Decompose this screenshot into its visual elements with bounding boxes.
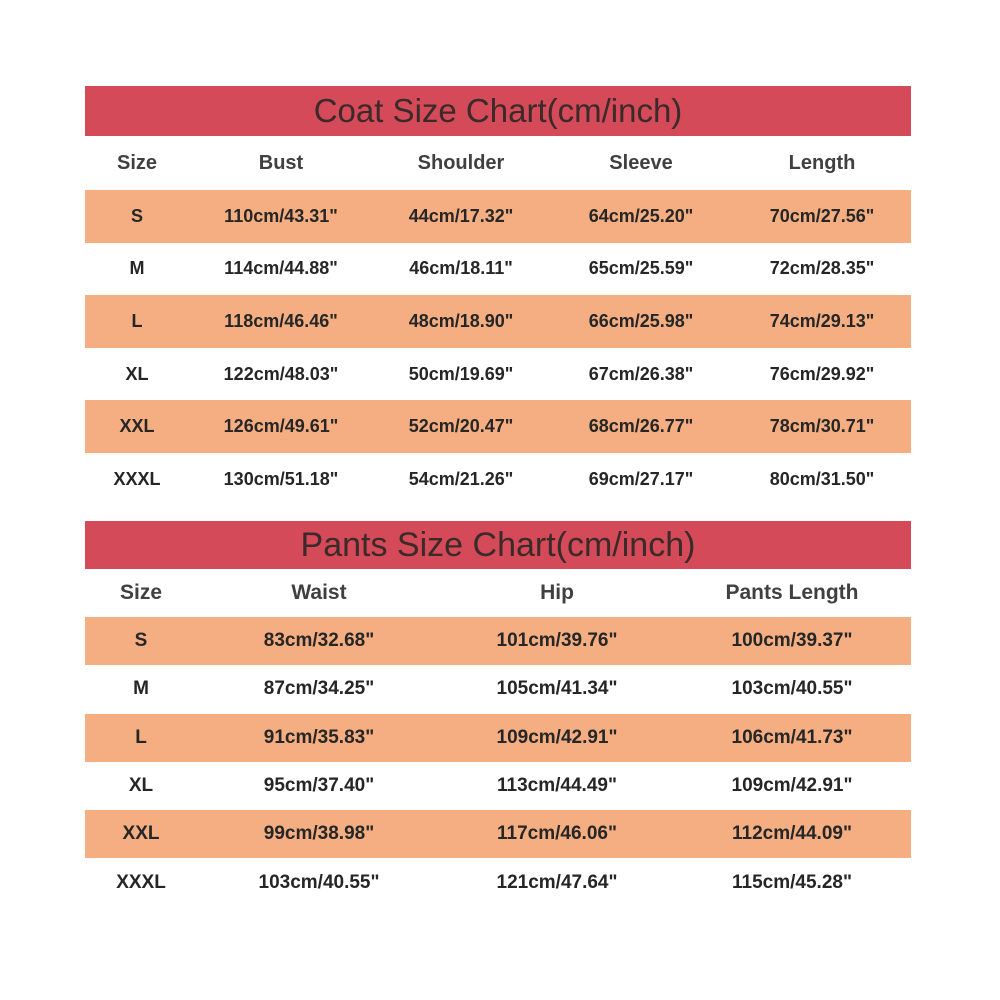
coat-table-cell: 80cm/31.50" bbox=[769, 468, 875, 489]
coat-table-cell: S bbox=[130, 205, 143, 226]
coat-table-cell: 66cm/25.98" bbox=[588, 310, 694, 331]
coat-table-cell: 76cm/29.92" bbox=[769, 363, 875, 384]
coat-table-body bbox=[85, 190, 911, 506]
coat-table-row bbox=[85, 400, 911, 453]
pants-table-cell: 117cm/46.06" bbox=[497, 823, 617, 845]
coat-table-row bbox=[85, 190, 911, 243]
coat-table-cell: 67cm/26.38" bbox=[588, 363, 694, 384]
pants-header-hip: Hip bbox=[540, 581, 574, 604]
pants-table-cell: 91cm/35.83" bbox=[263, 726, 375, 748]
coat-table-cell: 48cm/18.90" bbox=[408, 310, 514, 331]
coat-header-size: Size bbox=[116, 151, 158, 174]
coat-table-cell: 44cm/17.32" bbox=[408, 205, 514, 226]
pants-table-cell: XXXL bbox=[116, 871, 166, 893]
coat-table-cell: 118cm/46.46" bbox=[224, 310, 338, 331]
coat-header-length: Length bbox=[788, 151, 856, 174]
coat-table-cell: 50cm/19.69" bbox=[408, 363, 514, 384]
pants-table-cell: 99cm/38.98" bbox=[263, 823, 375, 845]
coat-table-cell: 68cm/26.77" bbox=[588, 416, 694, 437]
coat-table-cell: 65cm/25.59" bbox=[588, 258, 694, 279]
pants-table-cell: M bbox=[133, 678, 149, 700]
pants-chart-title: Pants Size Chart(cm/inch) bbox=[85, 521, 911, 569]
pants-table-cell: 103cm/40.55" bbox=[731, 678, 853, 700]
pants-table-cell: 112cm/44.09" bbox=[732, 823, 852, 845]
pants-table-cell: 100cm/39.37" bbox=[731, 630, 853, 652]
coat-table-cell: 52cm/20.47" bbox=[408, 416, 514, 437]
coat-table-cell: 78cm/30.71" bbox=[769, 416, 875, 437]
coat-table-cell: XXL bbox=[119, 416, 155, 437]
coat-header-shoulder: Shoulder bbox=[417, 151, 505, 174]
coat-table-cell: 64cm/25.20" bbox=[588, 205, 694, 226]
coat-header-sleeve: Sleeve bbox=[609, 151, 673, 174]
coat-table-row bbox=[85, 453, 911, 506]
pants-table-cell: 115cm/45.28" bbox=[732, 871, 852, 893]
pants-table-cell: 103cm/40.55" bbox=[258, 871, 380, 893]
pants-table-body bbox=[85, 617, 911, 907]
pants-table-cell: 109cm/42.91" bbox=[731, 775, 853, 797]
pants-table-row bbox=[85, 762, 911, 810]
pants-header-size: Size bbox=[119, 581, 163, 604]
pants-table-cell: L bbox=[135, 726, 147, 748]
pants-table-row bbox=[85, 617, 911, 665]
coat-table-cell: XXXL bbox=[113, 468, 161, 489]
coat-table-cell: 69cm/27.17" bbox=[588, 468, 694, 489]
coat-header-row bbox=[85, 136, 911, 190]
pants-table-cell: 113cm/44.49" bbox=[497, 775, 617, 797]
coat-table-cell: 114cm/44.88" bbox=[224, 258, 338, 279]
coat-table-cell: 70cm/27.56" bbox=[769, 205, 875, 226]
coat-table-cell: XL bbox=[125, 363, 149, 384]
coat-table-cell: 72cm/28.35" bbox=[769, 258, 875, 279]
coat-table-cell: M bbox=[129, 258, 145, 279]
coat-table-cell: 74cm/29.13" bbox=[769, 310, 875, 331]
pants-header-row bbox=[85, 569, 911, 617]
coat-table-cell: 122cm/48.03" bbox=[223, 363, 339, 384]
coat-table-cell: 130cm/51.18" bbox=[223, 468, 339, 489]
coat-table-row bbox=[85, 348, 911, 401]
pants-table-row bbox=[85, 810, 911, 858]
pants-table-cell: 109cm/42.91" bbox=[496, 726, 618, 748]
pants-table-cell: 83cm/32.68" bbox=[263, 630, 375, 652]
coat-table-cell: 110cm/43.31" bbox=[224, 205, 338, 226]
coat-size-chart bbox=[85, 86, 911, 506]
pants-table-cell: 95cm/37.40" bbox=[263, 775, 375, 797]
coat-table-cell: 46cm/18.11" bbox=[409, 258, 513, 279]
coat-table-row bbox=[85, 243, 911, 296]
coat-table-row bbox=[85, 295, 911, 348]
coat-table-cell: 126cm/49.61" bbox=[223, 416, 339, 437]
pants-table-cell: XXL bbox=[122, 823, 160, 845]
pants-size-chart bbox=[85, 521, 911, 907]
coat-table-cell: 54cm/21.26" bbox=[408, 468, 514, 489]
pants-table-cell: S bbox=[134, 630, 148, 652]
coat-table-cell: L bbox=[131, 310, 143, 331]
pants-table-row bbox=[85, 714, 911, 762]
pants-table-cell: 101cm/39.76" bbox=[496, 630, 618, 652]
pants-table-cell: 105cm/41.34" bbox=[496, 678, 618, 700]
pants-table-cell: 87cm/34.25" bbox=[263, 678, 375, 700]
coat-header-bust: Bust bbox=[258, 151, 304, 174]
coat-chart-title: Coat Size Chart(cm/inch) bbox=[85, 86, 911, 136]
pants-table-cell: 121cm/47.64" bbox=[496, 871, 618, 893]
pants-table-row bbox=[85, 665, 911, 713]
pants-header-waist: Waist bbox=[291, 581, 347, 604]
pants-header-pants-length: Pants Length bbox=[725, 581, 859, 604]
pants-table-cell: XL bbox=[128, 775, 154, 797]
pants-table-cell: 106cm/41.73" bbox=[731, 726, 853, 748]
pants-table-row bbox=[85, 858, 911, 906]
